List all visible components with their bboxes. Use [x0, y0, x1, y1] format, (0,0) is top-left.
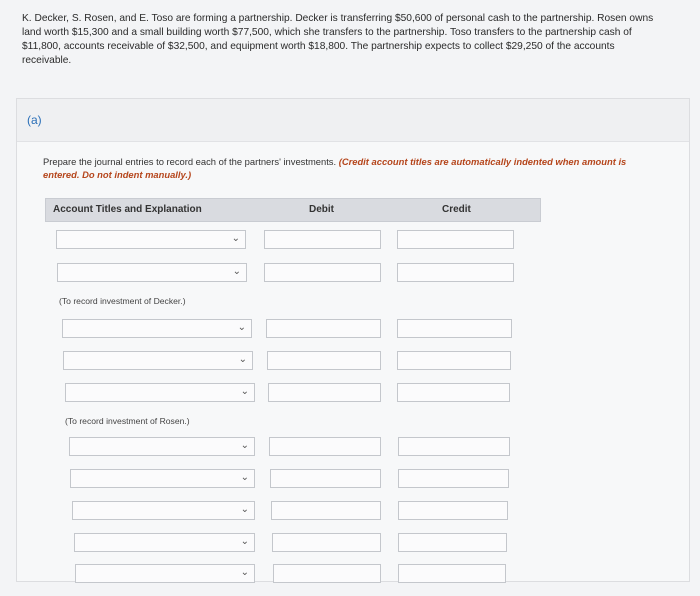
credit-input[interactable] [398, 501, 508, 520]
instructions [43, 155, 663, 181]
credit-input[interactable] [397, 383, 510, 402]
chevron-down-icon: ⌄ [240, 386, 249, 397]
debit-input[interactable] [266, 319, 381, 338]
credit-input[interactable] [398, 533, 507, 552]
debit-input[interactable] [272, 533, 381, 552]
debit-input[interactable] [264, 230, 381, 249]
credit-input[interactable] [398, 469, 509, 488]
debit-input[interactable] [268, 383, 381, 402]
account-select[interactable] [74, 533, 255, 552]
part-a-panel [16, 98, 690, 582]
credit-input[interactable] [398, 437, 510, 456]
instructions-note: (Credit account titles are automatically indented when amount is entered. Do not indent manually.) [43, 156, 627, 180]
account-select[interactable] [63, 351, 253, 370]
account-select[interactable] [72, 501, 255, 520]
column-header-debit: Debit [309, 204, 334, 215]
account-select[interactable] [70, 469, 255, 488]
chevron-down-icon: ⌄ [232, 266, 241, 277]
chevron-down-icon: ⌄ [240, 536, 249, 547]
debit-input[interactable] [267, 351, 381, 370]
column-header-credit: Credit [442, 204, 471, 215]
account-select[interactable] [75, 564, 255, 583]
account-select[interactable] [57, 263, 247, 282]
credit-input[interactable] [397, 263, 514, 282]
chevron-down-icon: ⌄ [238, 354, 247, 365]
debit-input[interactable] [269, 437, 381, 456]
account-select[interactable] [62, 319, 252, 338]
chevron-down-icon: ⌄ [240, 567, 249, 578]
part-a-label[interactable]: (a) [27, 113, 42, 127]
debit-input[interactable] [270, 469, 381, 488]
chevron-down-icon: ⌄ [240, 504, 249, 515]
journal-table-header [45, 198, 541, 222]
memo-decker: (To record investment of Decker.) [59, 296, 186, 306]
chevron-down-icon: ⌄ [240, 440, 249, 451]
account-select[interactable] [65, 383, 255, 402]
credit-input[interactable] [397, 319, 512, 338]
credit-input[interactable] [398, 564, 506, 583]
chevron-down-icon: ⌄ [231, 233, 240, 244]
debit-input[interactable] [273, 564, 381, 583]
problem-statement: K. Decker, S. Rosen, and E. Toso are forming a partnership. Decker is transferring $50,600 of personal cash to the partnership. Rosen owns land worth $15,300 and a small building worth $77,500, which she transfers to the partnership. Toso transfers to the partnership cash of $11,800, accounts receivable of $32,500, and equipment worth $18,800. The partnership expects to collect $29,250 of the accounts receivable. [22, 13, 654, 66]
account-select[interactable] [69, 437, 255, 456]
debit-input[interactable] [264, 263, 381, 282]
chevron-down-icon: ⌄ [237, 322, 246, 333]
memo-rosen: (To record investment of Rosen.) [65, 416, 190, 426]
debit-input[interactable] [271, 501, 381, 520]
credit-input[interactable] [397, 230, 514, 249]
credit-input[interactable] [397, 351, 511, 370]
account-select[interactable] [56, 230, 246, 249]
column-header-account: Account Titles and Explanation [53, 204, 202, 215]
part-a-header [17, 99, 689, 142]
chevron-down-icon: ⌄ [240, 472, 249, 483]
instructions-text: Prepare the journal entries to record each of the partners' investments. [43, 156, 337, 167]
